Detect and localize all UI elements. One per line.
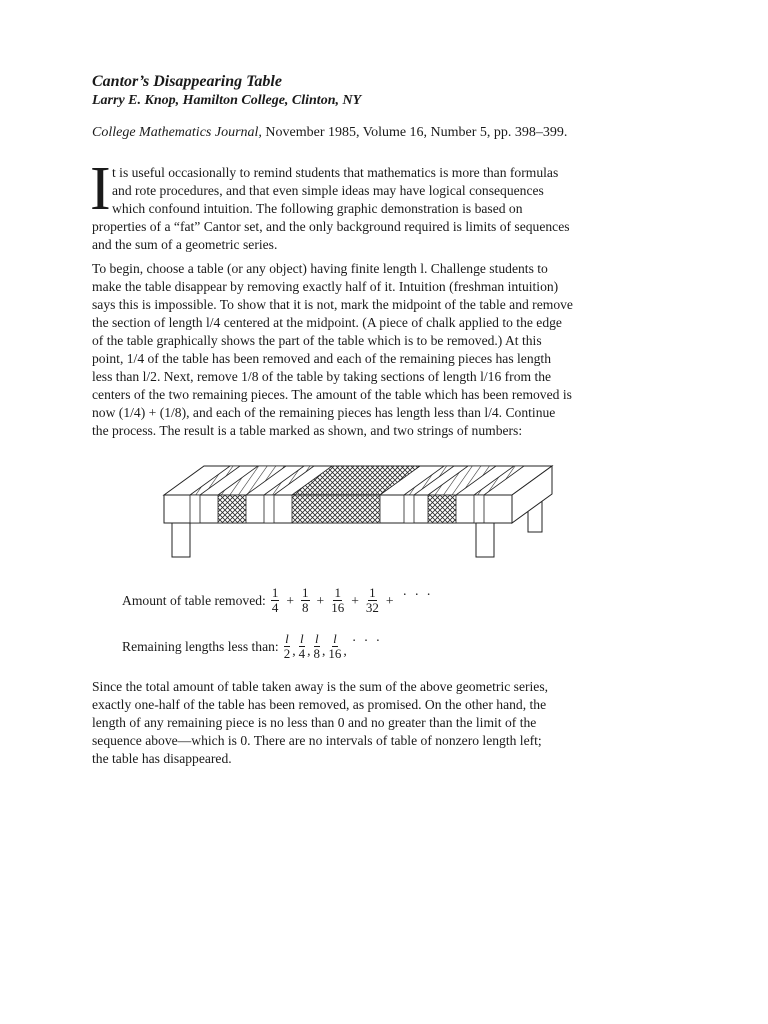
body-line: the process. The result is a table marked as shown, and two strings of numbers: xyxy=(92,423,523,438)
fraction: $\frac{1}{4}$ xyxy=(271,585,279,615)
separator: , xyxy=(292,642,296,658)
journal-name: College Mathematics Journal, xyxy=(92,125,262,140)
table-leg xyxy=(172,523,190,557)
equation-amount-removed xyxy=(122,586,433,615)
intro-line: and the sum of a geometric series. xyxy=(92,237,278,252)
body-line: point, 1/4 of the table has been removed and each of the remaining pieces has length xyxy=(92,351,552,366)
table-leg xyxy=(476,523,494,557)
fraction: $\frac{1}{16}$ xyxy=(331,585,345,615)
fraction: $\frac{1}{8}$ xyxy=(302,585,309,615)
body-line: says this is impossible. To show that it is not, mark the midpoint of the table and remove xyxy=(92,297,573,312)
ellipsis: · · · xyxy=(402,586,433,602)
removed-section xyxy=(292,495,380,523)
cantor-table-figure xyxy=(160,460,560,566)
body-line: To begin, choose a table (or any object) having finite length l. Challenge students to xyxy=(92,261,548,276)
equation-label: Remaining lengths less than: xyxy=(122,638,279,654)
equation-label: Amount of table removed: xyxy=(122,592,266,608)
fraction: $\frac{l}{4}$ xyxy=(298,631,306,661)
separator: , xyxy=(322,642,326,658)
intro-line: t is useful occasionally to remind students that mathematics is more than formulas xyxy=(112,165,559,180)
body-paragraph xyxy=(92,260,632,440)
plus-operator: + xyxy=(316,592,325,608)
removed-section xyxy=(474,495,484,523)
body-line: less than l/2. Next, remove 1/8 of the table by taking sections of length l/16 from the xyxy=(92,369,552,384)
removed-section xyxy=(264,495,274,523)
article-authors: Larry E. Knop, Hamilton College, Clinton, NY xyxy=(92,93,362,108)
conclusion-line: Since the total amount of table taken away is the sum of the above geometric series, xyxy=(92,679,549,694)
body-line: make the table disappear by removing exactly half of it. Intuition (freshman intuition) xyxy=(92,279,559,294)
removed-section xyxy=(428,495,456,523)
removed-section xyxy=(218,495,246,523)
citation xyxy=(92,124,567,142)
removed-section xyxy=(404,495,414,523)
plus-operator: + xyxy=(385,592,394,608)
issue-details: November 1985, Volume 16, Number 5, pp. 398–399. xyxy=(265,125,568,140)
body-line: the section of length l/4 centered at the midpoint. (A piece of chalk applied to the edge xyxy=(92,315,562,330)
equation-remaining-lengths xyxy=(122,632,382,661)
fraction: $\frac{l}{16}$ xyxy=(328,631,342,661)
intro-line: which confound intuition. The following graphic demonstration is based on xyxy=(112,201,523,216)
ellipsis: · · · xyxy=(351,632,383,648)
article-title: Cantor’s Disappearing Table xyxy=(92,73,282,90)
conclusion-line: length of any remaining piece is no less than 0 and no greater than the limit of the xyxy=(92,715,537,730)
conclusion-paragraph xyxy=(92,678,632,768)
intro-line: and rote procedures, and that even simple ideas may have logical consequences xyxy=(112,183,544,198)
conclusion-line: the table has disappeared. xyxy=(92,751,232,766)
drop-cap: I xyxy=(90,155,111,223)
separator: , xyxy=(307,642,311,658)
separator: , xyxy=(343,642,347,658)
conclusion-line: sequence above—which is 0. There are no intervals of table of nonzero length left; xyxy=(92,733,542,748)
fraction: $\frac{l}{8}$ xyxy=(313,631,320,661)
body-line: now (1/4) + (1/8), and each of the remaining pieces has length less than l/4. Continue xyxy=(92,405,556,420)
conclusion-line: exactly one-half of the table has been removed, as promised. On the other hand, the xyxy=(92,697,547,712)
intro-paragraph xyxy=(90,155,632,254)
body-line: centers of the two remaining pieces. The amount of the table which has been removed is xyxy=(92,387,572,402)
intro-line: properties of a “fat” Cantor set, and the only background required is limits of sequences xyxy=(92,219,570,234)
plus-operator: + xyxy=(351,592,359,608)
plus-operator: + xyxy=(286,592,295,608)
fraction: $\frac{1}{32}$ xyxy=(365,585,379,615)
body-line: of the table graphically shows the part of the table which is to be removed.) At this xyxy=(92,333,542,348)
removed-section xyxy=(190,495,200,523)
fraction: $\frac{l}{2}$ xyxy=(283,631,291,661)
